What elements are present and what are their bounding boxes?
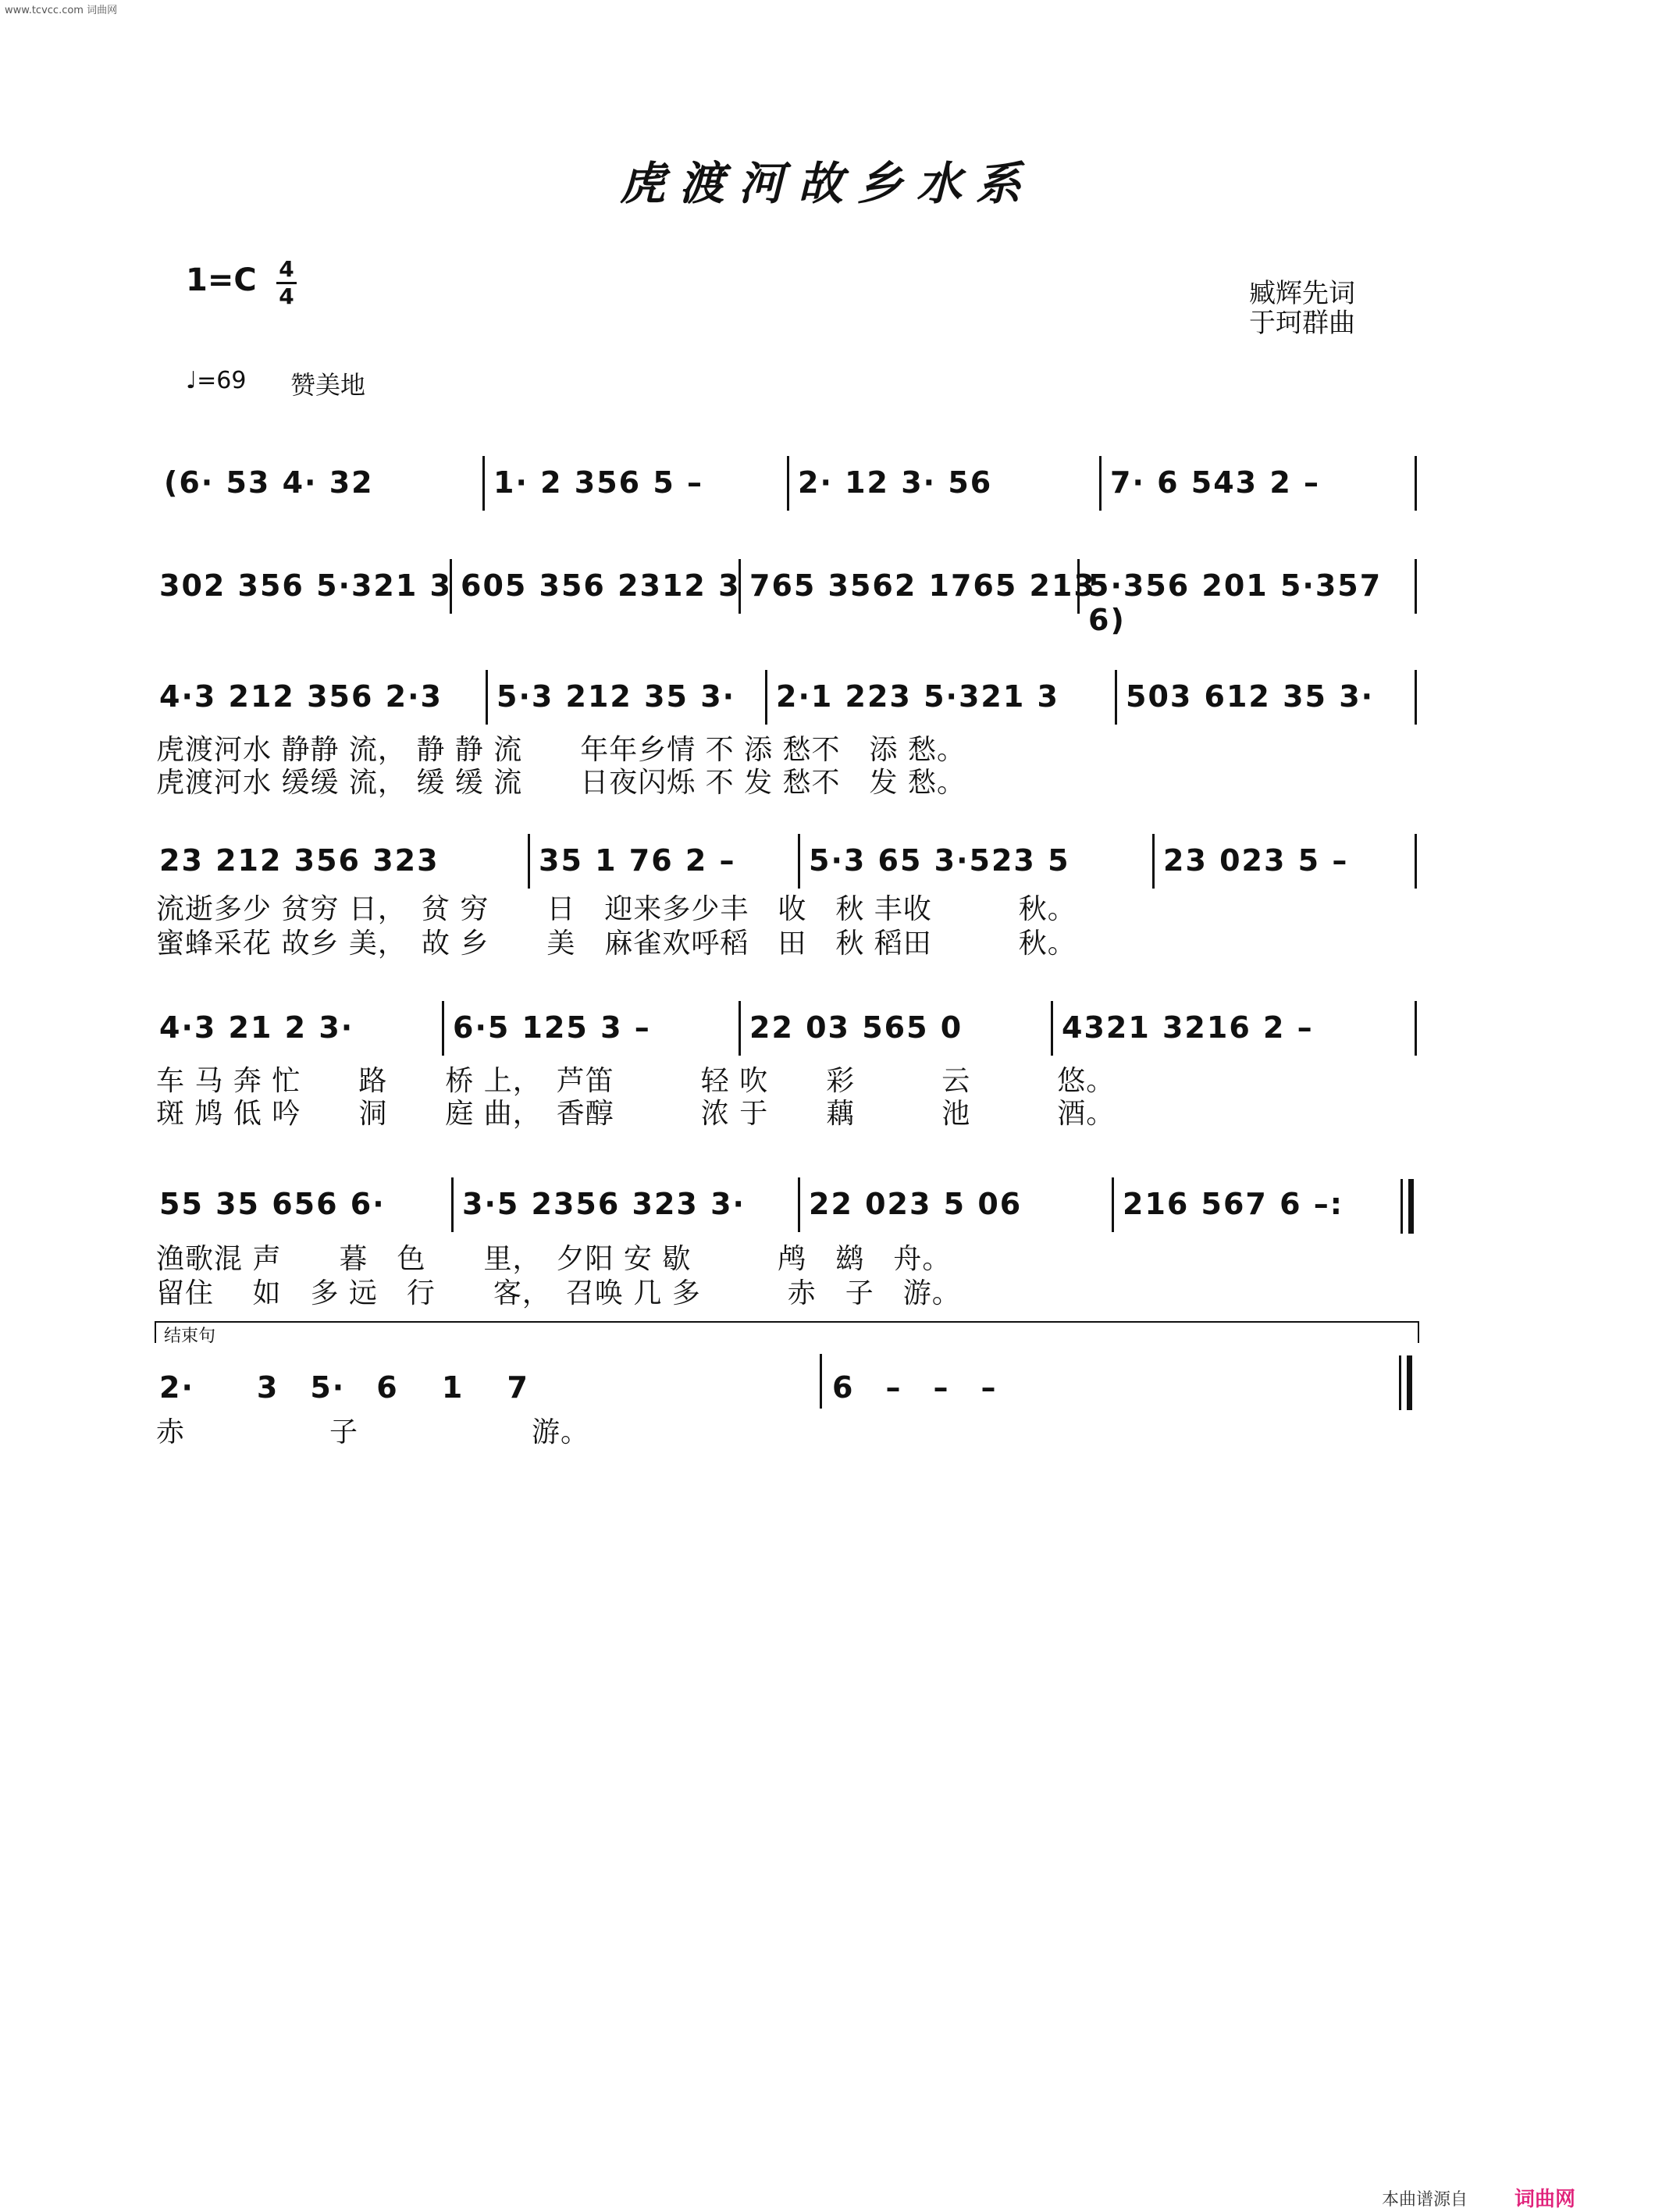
measure: 605 356 2312 3 (461, 568, 741, 603)
measure: 2· 3 5· 6 1 7 (159, 1370, 529, 1405)
repeat-bar-thick (1408, 1179, 1414, 1234)
ending-bracket (155, 1321, 1419, 1343)
song-title: 虎渡河故乡水系 (619, 157, 1035, 210)
measure: 35 1 76 2 – (539, 843, 736, 878)
measure: 23 023 5 – (1163, 843, 1349, 878)
time-signature (276, 258, 297, 308)
lyricist-credit: 臧辉先词 (1249, 278, 1355, 309)
tempo-marking: ♩=69 (186, 367, 247, 394)
lyric-line-verse-1: 车 马 奔 忙 路 桥 上， 芦笛 轻 吹 彩 云 悠。 (156, 1065, 1116, 1097)
measure: 2· 12 3· 56 (798, 465, 993, 500)
measure: 765 3562 1765 213 (749, 568, 1096, 603)
measure: 6·5 125 3 – (453, 1010, 651, 1045)
lyric-line-ending: 赤 子 游。 (156, 1416, 590, 1448)
key-signature: 1=C (186, 262, 257, 298)
lyric-line-verse-1: 渔歌混 声 暮 色 里， 夕阳 安 歇 鸬 鹚 舟。 (156, 1243, 952, 1275)
measure: 5·3 212 35 3· (496, 679, 736, 714)
time-signature-bottom: 4 (279, 283, 294, 309)
measure: 22 023 5 06 (809, 1187, 1023, 1221)
lyric-line-verse-1: 流逝多少 贫穷 日， 贫 穷 日 迎来多少丰 收 秋 丰收 秋。 (156, 893, 1077, 925)
measure: 503 612 35 3· (1126, 679, 1375, 714)
measure: 1· 2 356 5 – (493, 465, 703, 500)
ending-label: 结束句 (164, 1327, 216, 1346)
expression-marking: 赞美地 (290, 370, 366, 400)
lyric-line-verse-2: 蜜蜂采花 故乡 美， 故 乡 美 麻雀欢呼稻 田 秋 稻田 秋。 (156, 928, 1077, 960)
lyric-line-verse-2: 虎渡河水 缓缓 流， 缓 缓 流 日夜闪烁 不 发 愁不 发 愁。 (156, 767, 966, 799)
final-bar-thick (1407, 1355, 1412, 1410)
measure: (6· 53 4· 32 (164, 465, 374, 500)
measure: 6 – – – (832, 1370, 998, 1405)
time-signature-top: 4 (279, 256, 294, 282)
measure: 5·3 65 3·523 5 (809, 843, 1070, 878)
measure: 4·3 21 2 3· (159, 1010, 354, 1045)
measure: 3·5 2356 323 3· (462, 1187, 746, 1221)
lyric-line-verse-2: 斑 鸠 低 吟 洞 庭 曲， 香醇 浓 于 藕 池 酒。 (156, 1098, 1116, 1130)
composer-credit: 于珂群曲 (1249, 308, 1355, 339)
measure: 2·1 223 5·321 3 (776, 679, 1059, 714)
measure: 302 356 5·321 3 (159, 568, 452, 603)
lyric-line-verse-2: 留住 如 多 远 行 客， 召唤 几 多 赤 子 游。 (156, 1277, 961, 1309)
site-logo: 词曲网 (1514, 2188, 1576, 2211)
site-watermark-bottom: 本曲谱源自 (1382, 2190, 1468, 2210)
measure: 4321 3216 2 – (1062, 1010, 1314, 1045)
measure: 5·356 201 5·357 6) (1088, 568, 1383, 637)
measure: 55 35 656 6· (159, 1187, 386, 1221)
measure: 4·3 212 356 2·3 (159, 679, 443, 714)
measure: 22 03 565 0 (749, 1010, 963, 1045)
measure: 7· 6 543 2 – (1110, 465, 1320, 500)
site-watermark-top: www.tcvcc.com 词曲网 (5, 5, 118, 16)
lyric-line-verse-1: 虎渡河水 静静 流， 静 静 流 年年乡情 不 添 愁不 添 愁。 (156, 734, 966, 766)
measure: 23 212 356 323 (159, 843, 440, 878)
final-bar-thin (1399, 1355, 1401, 1410)
measure: 216 567 6 –: (1123, 1187, 1344, 1221)
repeat-bar-thin (1401, 1179, 1403, 1234)
